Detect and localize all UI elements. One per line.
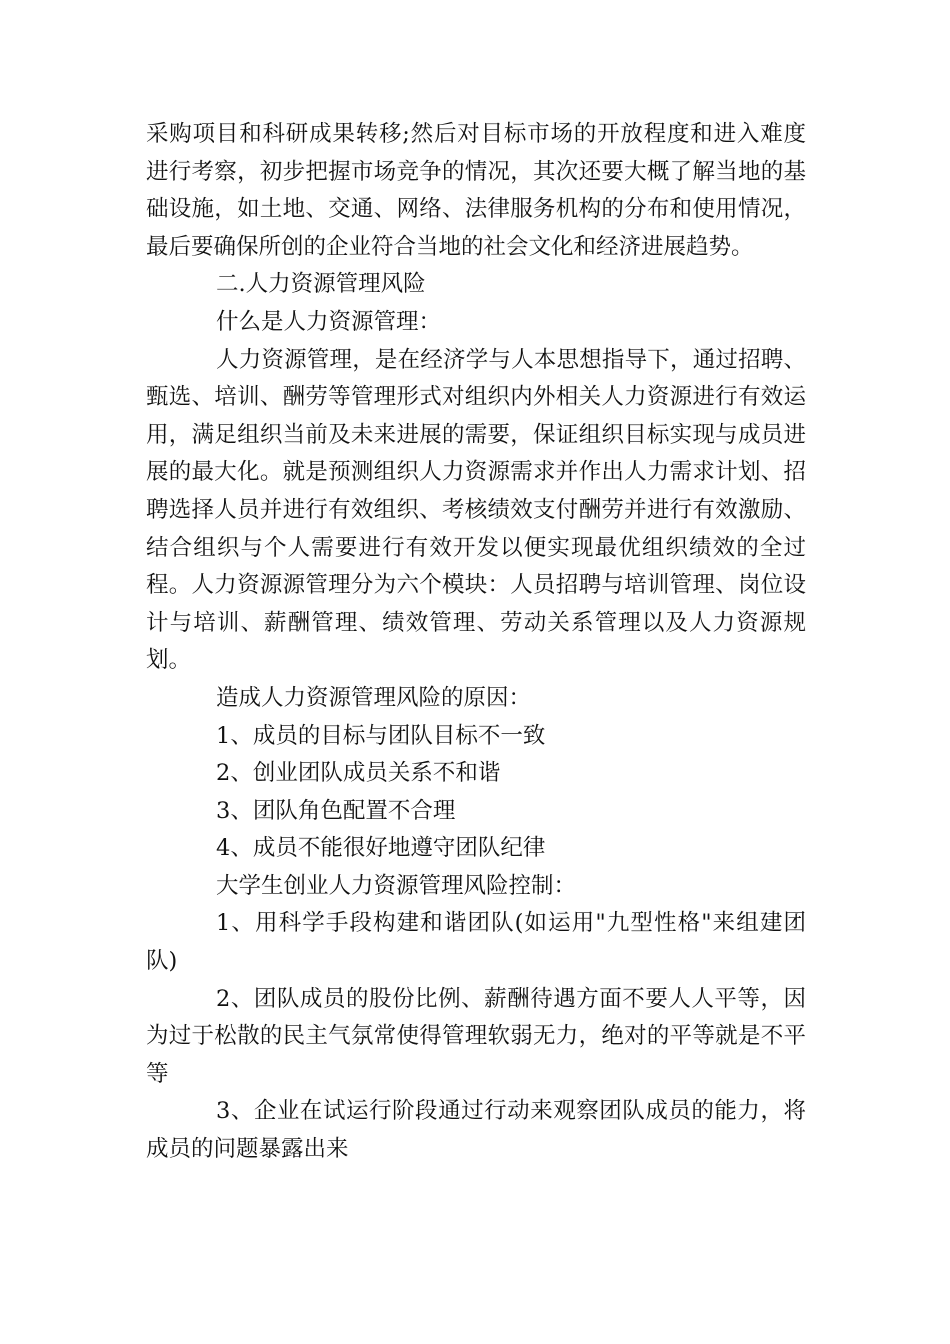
list-item-control-1: 1、用科学手段构建和谐团队(如运用"九型性格"来组建团队) — [146, 910, 806, 975]
subheading-what-is-hrm: 什么是人力资源管理： — [216, 308, 442, 335]
list-item-control-2: 2、团队成员的股份比例、薪酬待遇方面不要人人平等，因为过于松散的民主气氛常使得管理软弱无力，绝对的平等就是不平等 — [146, 985, 806, 1087]
list-item-cause-3: 3、团队角色配置不合理 — [216, 797, 456, 824]
subheading-risk-causes: 造成人力资源管理风险的原因： — [216, 684, 532, 711]
document-body — [146, 116, 806, 1169]
subheading-risk-control: 大学生创业人力资源管理风险控制： — [216, 872, 577, 899]
section-heading-hr-risk: 二.人力资源管理风险 — [216, 271, 426, 298]
list-item-cause-1: 1、成员的目标与团队目标不一致 — [216, 722, 546, 749]
list-item-cause-4: 4、成员不能很好地遵守团队纪律 — [216, 835, 546, 862]
paragraph-market-survey: 采购项目和科研成果转移;然后对目标市场的开放程度和进入难度进行考察，初步把握市场竞争的情况，其次还要大概了解当地的基础设施，如土地、交通、网络、法律服务机构的分布和使用情况，最后要确保所创的企业符合当地的社会文化和经济进展趋势。 — [146, 121, 806, 260]
paragraph-hrm-definition: 人力资源管理，是在经济学与人本思想指导下，通过招聘、甄选、培训、酬劳等管理形式对组织内外相关人力资源进行有效运用，满足组织当前及未来进展的需要，保证组织目标实现与成员进展的最大化。就是预测组织人力资源需求并作出人力需求计划、招聘选择人员并进行有效组织、考核绩效支付酬劳并进行有效激励、结合组织与个人需要进行有效开发以便实现最优组织绩效的全过程。人力资源源管理分为六个模块：人员招聘与培训管理、岗位设计与培训、薪酬管理、绩效管理、劳动关系管理以及人力资源规划。 — [146, 346, 806, 674]
list-item-cause-2: 2、创业团队成员关系不和谐 — [216, 760, 501, 787]
list-item-control-3: 3、企业在试运行阶段通过行动来观察团队成员的能力，将成员的问题暴露出来 — [146, 1098, 806, 1163]
